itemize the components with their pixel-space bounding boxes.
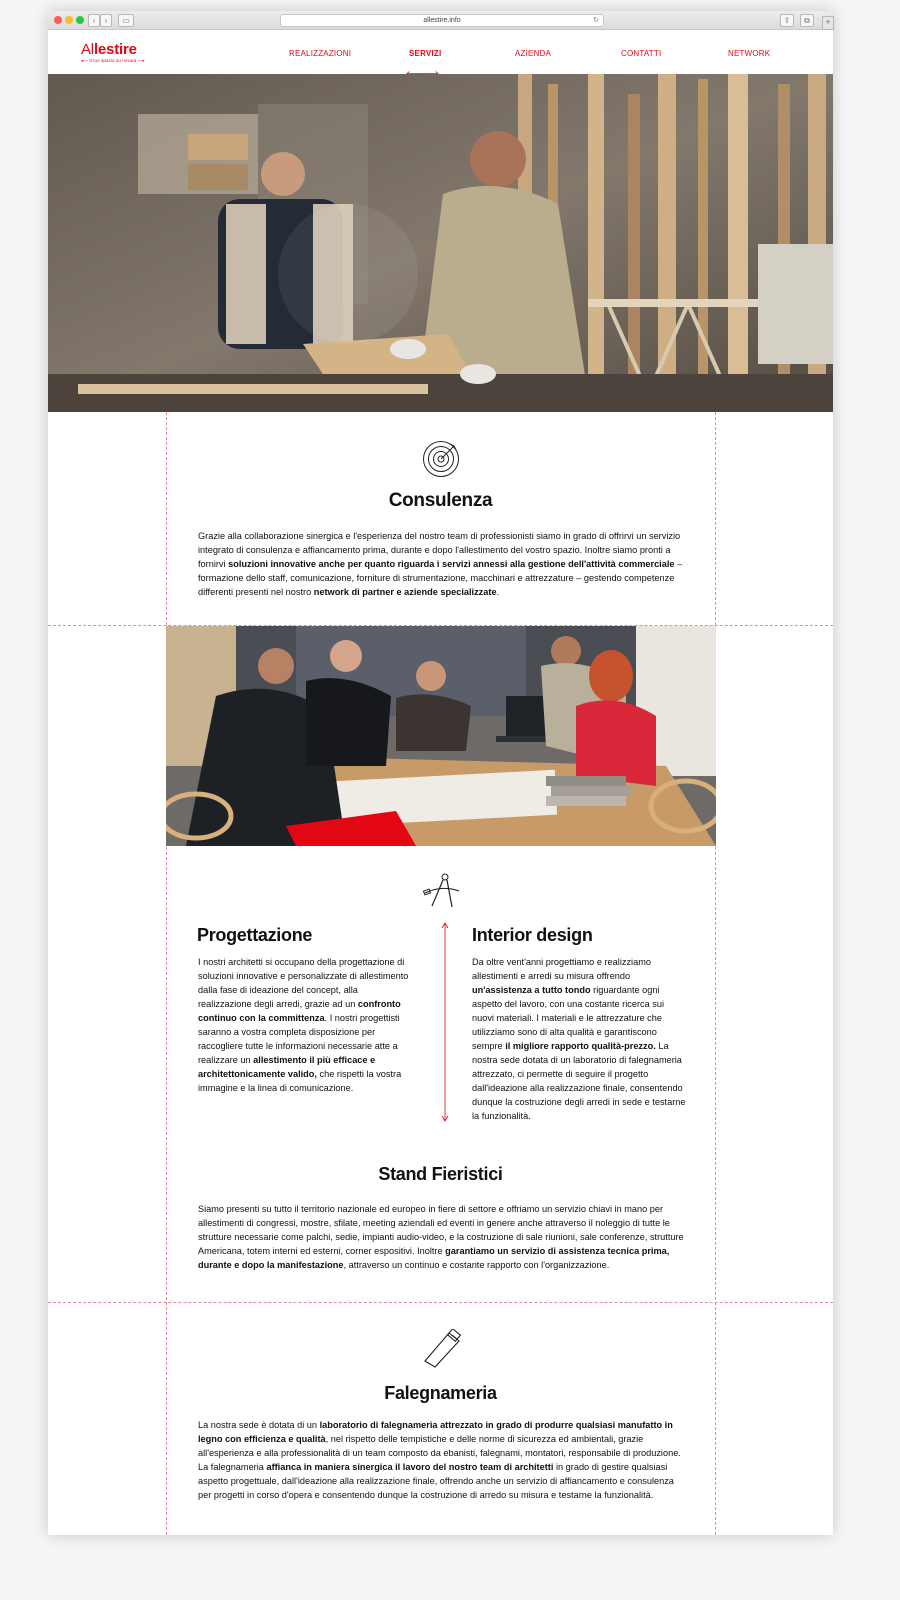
hero-image (48, 74, 833, 412)
nav-azienda[interactable]: AZIENDA (515, 49, 552, 58)
nav-network[interactable]: NETWORK (728, 49, 771, 58)
nav-contatti[interactable]: CONTATTI (621, 49, 662, 58)
close-window-button[interactable] (54, 16, 62, 24)
saw-icon (421, 1329, 463, 1369)
grid-line-h2 (48, 1302, 833, 1303)
logo-tagline: ◂— Il tuo spazio su misura —▸ (81, 58, 145, 63)
nav-realizzazioni[interactable]: REALIZZAZIONI (289, 49, 352, 58)
logo-tagline-text: Il tuo spazio su misura (89, 58, 137, 63)
url-text: allestire.info (423, 17, 461, 24)
tabs-overview-icon[interactable]: ⧉ (800, 14, 814, 27)
team-meeting-image (166, 626, 716, 846)
logo-tag-mark: ◂— (81, 58, 90, 63)
target-icon (422, 440, 460, 478)
site-header (48, 30, 833, 74)
stand-fieristici-text: Siamo presenti su tutto il territorio nazionale ed europeo in fiere di settore e offriamo un servizio chiavi in mano per allestimenti di congressi, mostre, sfilate, meeting aziendali ed eventi in genere anche attraverso il noleggio di tutte le strutture necessarie come palchi, sedie, impianti audio-video, e la costruzione di sale riunioni, sale conferenze, strutture Americana, totem interni ed esterni, corner espositivi. Inoltre garantiamo un servizio di assistenza tecnica prima, durante e dopo la manifestazione, attraverso un continuo e costante rapporto con l'organizzazione. (198, 1204, 684, 1270)
progettazione-text: I nostri architetti si occupano della progettazione di soluzioni innovative e personalizzate di allestimento dalla fase di ideazione del concept, alla realizzazione degli arredi, grazie ad un confronto continuo con la committenza. I nostri progettisti saranno a vostra completa disposizione per raccogliere tutte le informazioni necessarie atte a realizzare un allestimento il più efficace e architettonicamente valido, che rispetti la vostra immagine e la linea di comunicazione. (198, 957, 409, 1093)
grid-line-left (166, 412, 167, 1535)
back-button[interactable]: ‹ (88, 14, 100, 27)
logo-prefix: Al (81, 41, 94, 58)
share-icon[interactable]: ⇪ (780, 14, 794, 27)
consulenza-text: Grazie alla collaborazione sinergica e l'esperienza del nostro team di professionisti siamo in grado di offrirvi un servizio integrato di consulenza e affiancamento prima, durante e dopo l'allestimento del vostro spazio. Inoltre siamo pronti a fornirvi soluzioni innovative anche per quanto riguarda i servizi annessi alla gestione dell'attività commerciale – formazione dello staff, comunicazione, forniture di strumentazione, macchinari e attrezzature – gestendo competenze differenti presenti nel nostro network di partner e aziende specializzate. (198, 531, 683, 597)
browser-toolbar (48, 11, 833, 30)
minimize-window-button[interactable] (65, 16, 73, 24)
compass-icon (422, 871, 462, 911)
forward-button[interactable]: › (100, 14, 112, 27)
site-logo[interactable] (81, 42, 145, 64)
logo-wordmark (81, 42, 145, 57)
zoom-window-button[interactable] (76, 16, 84, 24)
grid-line-right (715, 412, 716, 1535)
falegnameria-title: Falegnameria (384, 1383, 497, 1403)
new-tab-button[interactable]: + (822, 16, 834, 30)
team-meeting-illustration (166, 626, 716, 846)
browser-window (48, 11, 833, 1535)
sidebar-toggle-icon[interactable]: ▭ (118, 14, 134, 27)
stand-fieristici-title: Stand Fieristici (378, 1164, 503, 1184)
reload-icon[interactable]: ↻ (593, 17, 599, 24)
hero-workshop-illustration (48, 74, 833, 412)
progettazione-title: Progettazione (197, 925, 313, 945)
falegnameria-text: La nostra sede è dotata di un laboratorio di falegnameria attrezzato in grado di produrre qualsiasi manufatto in legno con efficienza e qualità, nel rispetto delle tempistiche e delle norme di sicurezza ed ambientali, grazie all'esperienza e alla professionalità di un team composto da ebanisti, falegnami, montatori, responsabile di produzione. La falegnameria affianca in maniera sinergica il lavoro del nostro team di architetti in grado di gestire qualsiasi aspetto progettuale, dall'ideazione alla realizzazione finale, offrendo anche un servizio di affiancamento e consulenza per progetti in corso d'opera e consentendo dunque la costruzione di arredo su misura e testarne la funzionalità. (198, 1420, 681, 1500)
interior-design-text: Da oltre vent'anni progettiamo e realizziamo allestimenti e arredi su misura offrendo un'assistenza a tutto tondo riguardante ogni aspetto del lavoro, con una costante ricerca sui nuovi materiali. I materiali e le attrezzature che utilizziamo sono di alta qualità e garantiscono sempre il migliore rapporto qualità-prezzo. La nostra sede dotata di un laboratorio di falegnameria attrezzato, ci permette di seguire il progetto dall'ideazione alla realizzazione finale, consentendo dunque la costruzione degli arredi in sede e testarne la funzionalità. (472, 957, 686, 1121)
interior-design-title: Interior design (472, 925, 593, 945)
consulenza-title: Consulenza (388, 490, 493, 511)
logo-accent: lestire (93, 41, 137, 58)
nav-servizi[interactable]: SERVIZI (409, 49, 442, 58)
address-bar[interactable] (280, 14, 604, 27)
vertical-divider-arrow-icon (440, 922, 450, 1122)
